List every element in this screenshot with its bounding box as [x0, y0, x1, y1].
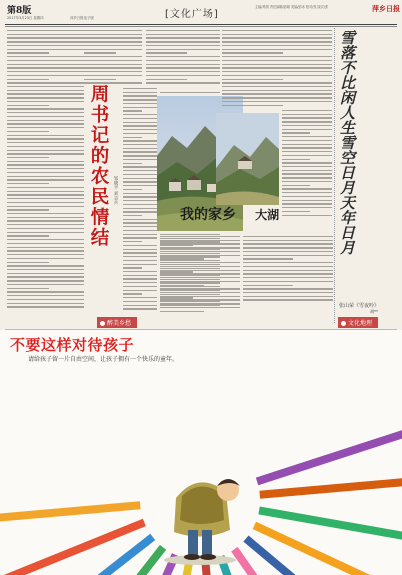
text-line: [222, 30, 332, 31]
text-line: [7, 37, 84, 38]
text-line: [123, 155, 157, 156]
article2-title-tail: 大湖: [255, 208, 280, 222]
text-line: [123, 166, 157, 167]
text-line: [123, 107, 157, 108]
section-banner: [文化广场]: [165, 9, 219, 20]
text-line: [7, 135, 84, 136]
text-line: [282, 170, 332, 171]
text-line: [7, 67, 84, 68]
text-line: [160, 285, 204, 286]
text-line: [7, 138, 84, 139]
text-line: [243, 258, 293, 259]
text-line: [282, 177, 332, 178]
text-line: [222, 60, 332, 61]
text-line: [243, 247, 333, 248]
text-line: [282, 203, 332, 204]
text-line: [222, 101, 332, 102]
calligraphy-caption: 张山荣《雪夜吟》: [339, 303, 380, 309]
text-line: [146, 41, 220, 42]
text-line: [243, 270, 333, 271]
text-line: [84, 41, 142, 42]
calligraphy-artwork: [337, 30, 397, 300]
text-line: [282, 215, 332, 216]
text-line: [123, 144, 157, 145]
text-line: [123, 282, 157, 283]
text-line: [123, 293, 142, 294]
text-line: [123, 245, 157, 246]
text-line: [160, 247, 240, 248]
text-line: [282, 117, 332, 118]
text-line: [146, 64, 220, 65]
text-line: [7, 71, 84, 72]
text-line: [7, 64, 84, 65]
text-line: [84, 45, 142, 46]
text-line: [282, 207, 332, 208]
text-line: [123, 159, 157, 160]
section-tag-left: [97, 317, 137, 328]
text-line: [282, 147, 332, 148]
text-line: [7, 239, 84, 240]
text-line: [7, 176, 84, 177]
text-line: [123, 278, 157, 279]
text-line: [123, 297, 157, 298]
text-line: [84, 75, 142, 76]
text-line: [160, 255, 240, 256]
text-line: [243, 266, 333, 267]
text-line: [7, 150, 84, 151]
text-line: [123, 189, 142, 190]
text-line: [7, 56, 84, 57]
text-line: [160, 292, 240, 293]
text-line: [7, 172, 84, 173]
text-line: [7, 273, 84, 274]
text-line: [160, 92, 220, 93]
text-line: [222, 34, 332, 35]
text-line: [7, 45, 84, 46]
text-line: [7, 161, 84, 162]
article2-title: [180, 204, 279, 226]
text-line: [7, 52, 49, 53]
text-line: [7, 276, 84, 277]
text-line: [7, 30, 84, 31]
text-line: [7, 232, 84, 233]
text-line: [7, 191, 84, 192]
text-line: [160, 236, 240, 237]
text-line: [84, 37, 142, 38]
text-line: [7, 187, 84, 188]
text-line: [282, 125, 332, 126]
article1-title: 周书记的农民情结: [88, 84, 109, 248]
text-line: [7, 82, 84, 83]
article1-text-col2: [123, 88, 157, 313]
text-line: [123, 264, 157, 265]
text-line: [282, 114, 332, 115]
article2-text-top: [222, 30, 332, 110]
text-line: [222, 97, 332, 98]
text-line: [84, 30, 142, 31]
text-line: [146, 49, 220, 50]
pencils-illustration: [0, 330, 402, 575]
text-line: [146, 56, 220, 57]
text-line: [84, 60, 142, 61]
text-line: [282, 166, 332, 167]
text-line: [222, 82, 332, 83]
text-line: [123, 129, 157, 130]
text-line: [123, 170, 157, 171]
text-line: [282, 173, 332, 174]
text-line: [243, 255, 333, 256]
text-line: [123, 133, 157, 134]
text-line: [243, 285, 293, 286]
text-line: [7, 243, 84, 244]
text-line: [160, 262, 240, 263]
text-line: [123, 200, 157, 201]
text-line: [160, 303, 240, 304]
text-line: [123, 215, 142, 216]
text-line: [7, 295, 84, 296]
text-line: [7, 224, 84, 225]
text-line: [123, 301, 157, 302]
text-line: [7, 194, 84, 195]
text-line: [222, 49, 332, 50]
text-line: [146, 30, 220, 31]
text-line: [123, 219, 157, 220]
text-line: [282, 151, 332, 152]
text-line: [7, 142, 84, 143]
text-line: [160, 281, 240, 282]
text-line: [7, 213, 84, 214]
text-line: [243, 273, 333, 274]
text-line: [123, 271, 157, 272]
text-line: [7, 206, 84, 207]
text-line: [243, 236, 333, 237]
text-line: [7, 202, 84, 203]
text-line: [222, 67, 332, 68]
article1-text-col3: [146, 30, 220, 88]
article1-text-col1: [7, 30, 84, 312]
issue-date: 2017年3月23日 星期四: [7, 16, 44, 20]
text-line: [282, 155, 332, 156]
text-line: [7, 164, 84, 165]
section-tag-left-label: 醉美乡愁: [107, 320, 132, 327]
tag-dot-icon: [341, 321, 346, 326]
text-line: [123, 114, 157, 115]
text-line: [7, 79, 49, 80]
text-line: [282, 185, 310, 186]
text-line: [123, 185, 157, 186]
text-line: [282, 162, 332, 163]
text-line: [123, 241, 142, 242]
text-line: [123, 308, 157, 309]
text-line: [222, 90, 332, 91]
text-line: [7, 168, 84, 169]
text-line: [123, 208, 157, 209]
text-line: [282, 192, 332, 193]
hilltop-photo-graphic: [216, 113, 279, 205]
text-line: [123, 226, 157, 227]
text-line: [7, 108, 84, 109]
text-line: [84, 79, 116, 80]
text-line: [146, 37, 220, 38]
text-line: [7, 49, 84, 50]
text-line: [282, 196, 332, 197]
text-line: [282, 188, 332, 189]
text-line: [146, 75, 220, 76]
text-line: [222, 86, 332, 87]
text-line: [243, 243, 333, 244]
text-line: [282, 136, 332, 137]
text-line: [7, 217, 84, 218]
article1-byline: 邹晓平 刘志兵: [113, 176, 118, 205]
text-line: [160, 296, 240, 297]
text-line: [146, 71, 220, 72]
text-line: [123, 103, 157, 104]
text-line: [146, 79, 187, 80]
text-line: [282, 132, 310, 133]
text-line: [7, 112, 84, 113]
text-line: [123, 99, 157, 100]
text-line: [222, 56, 332, 57]
text-line: [7, 41, 84, 42]
text-line: [7, 258, 84, 259]
text-line: [222, 41, 332, 42]
article2-title-main: 我的家乡: [180, 207, 236, 223]
text-line: [7, 116, 84, 117]
text-line: [123, 260, 157, 261]
text-line: [123, 290, 157, 291]
text-line: [7, 280, 84, 281]
page-number: 第8版: [7, 6, 32, 16]
text-line: [160, 266, 240, 267]
text-line: [123, 92, 157, 93]
text-line: [7, 123, 84, 124]
bottom-feature: [0, 330, 402, 575]
hilltop-photo: [216, 113, 279, 205]
text-line: [84, 34, 142, 35]
text-line: [7, 179, 84, 180]
text-line: [123, 275, 157, 276]
text-line: [160, 307, 240, 308]
text-line: [222, 79, 283, 80]
header-rule-2: [5, 26, 397, 27]
text-line: [7, 153, 84, 154]
text-line: [243, 251, 333, 252]
text-line: [123, 151, 157, 152]
text-line: [282, 110, 332, 111]
text-line: [282, 140, 332, 141]
article1-text-col1b: [84, 30, 142, 87]
article2-text-right: [282, 110, 332, 222]
text-line: [123, 211, 157, 212]
text-line: [243, 277, 333, 278]
text-line: [84, 71, 142, 72]
bottom-headline: 不要这样对待孩子: [10, 336, 135, 354]
text-line: [123, 237, 157, 238]
text-line: [123, 118, 157, 119]
text-line: [243, 288, 333, 289]
text-line: [84, 49, 142, 50]
text-line: [7, 105, 49, 106]
text-line: [7, 146, 84, 147]
text-line: [282, 129, 332, 130]
text-line: [222, 52, 283, 53]
header-rule: [5, 24, 397, 25]
text-line: [7, 247, 84, 248]
text-line: [160, 288, 240, 289]
calligraphy-text: 雪落不比闲人生雪空日月天年日月: [338, 30, 356, 255]
text-line: [7, 90, 84, 91]
column-divider: [334, 28, 335, 323]
text-line: [282, 200, 332, 201]
text-line: [222, 75, 332, 76]
text-line: [84, 64, 142, 65]
text-line: [146, 67, 220, 68]
text-line: [7, 131, 49, 132]
text-line: [7, 306, 84, 307]
text-line: [222, 71, 332, 72]
text-line: [7, 299, 84, 300]
text-line: [7, 250, 84, 251]
text-line: [7, 262, 49, 263]
text-line: [123, 125, 157, 126]
text-line: [123, 181, 157, 182]
text-line: [222, 93, 332, 94]
text-line: [160, 270, 240, 271]
text-line: [222, 37, 332, 38]
text-line: [146, 34, 220, 35]
text-line: [7, 198, 84, 199]
text-line: [123, 267, 142, 268]
text-line: [123, 178, 157, 179]
text-line: [7, 120, 84, 121]
text-line: [123, 222, 157, 223]
text-line: [160, 277, 240, 278]
text-line: [282, 159, 310, 160]
text-line: [7, 288, 49, 289]
article2-text-bottom-left: [160, 236, 240, 316]
text-line: [146, 82, 220, 83]
text-line: [7, 93, 84, 94]
text-line: [7, 254, 84, 255]
text-line: [123, 122, 157, 123]
section-tag-right: [338, 317, 378, 328]
text-line: [160, 240, 240, 241]
text-line: [123, 110, 142, 111]
text-line: [7, 220, 84, 221]
text-line: [7, 127, 84, 128]
text-line: [160, 234, 220, 235]
text-line: [123, 286, 157, 287]
text-line: [243, 292, 333, 293]
editor-info: 主编/易国 责任编辑/彭颖 美编/彭冰 校对/张 版式/张: [255, 5, 329, 9]
calligraphy-author: 胡**: [370, 309, 378, 314]
text-line: [123, 230, 157, 231]
text-line: [7, 34, 84, 35]
text-line: [7, 265, 84, 266]
text-line: [282, 211, 310, 212]
tag-dot-icon: [100, 321, 105, 326]
text-line: [7, 97, 84, 98]
text-line: [282, 144, 332, 145]
text-line: [123, 234, 157, 235]
section-tag-right-label: 文化地理: [348, 320, 373, 327]
text-line: [7, 291, 84, 292]
text-line: [123, 140, 157, 141]
text-line: [222, 45, 332, 46]
text-line: [7, 75, 84, 76]
text-line: [123, 252, 157, 253]
bottom-subhead: 请给孩子留一片自由空间，让孩子拥有一个快乐的童年。: [28, 356, 179, 363]
text-line: [243, 281, 333, 282]
text-line: [7, 269, 84, 270]
text-line: [146, 60, 220, 61]
text-line: [146, 52, 187, 53]
text-line: [7, 228, 84, 229]
text-line: [7, 235, 49, 236]
text-line: [123, 193, 157, 194]
text-line: [7, 209, 49, 210]
text-line: [160, 273, 240, 274]
text-line: [123, 137, 142, 138]
text-line: [123, 163, 142, 164]
text-line: [160, 299, 240, 300]
text-line: [7, 60, 84, 61]
sub-left-label: 萍乡日报电子版: [70, 16, 94, 20]
text-line: [84, 52, 116, 53]
text-line: [123, 249, 157, 250]
paper-name: 萍乡日报: [372, 4, 400, 13]
text-line: [282, 121, 332, 122]
text-line: [123, 256, 157, 257]
text-line: [160, 311, 204, 312]
text-line: [7, 86, 84, 87]
text-line: [282, 181, 332, 182]
text-line: [123, 174, 157, 175]
text-line: [160, 258, 204, 259]
text-line: [7, 157, 49, 158]
text-line: [222, 64, 332, 65]
text-line: [243, 299, 333, 300]
text-line: [160, 243, 240, 244]
text-line: [243, 296, 333, 297]
masthead: [0, 0, 402, 27]
text-line: [84, 67, 142, 68]
text-line: [123, 148, 157, 149]
text-line: [160, 251, 240, 252]
text-line: [243, 262, 333, 263]
text-line: [222, 105, 283, 106]
text-line: [146, 45, 220, 46]
text-line: [7, 101, 84, 102]
text-line: [7, 303, 84, 304]
text-line: [7, 284, 84, 285]
text-line: [7, 183, 49, 184]
text-line: [243, 240, 333, 241]
text-line: [123, 196, 157, 197]
text-line: [84, 56, 142, 57]
text-line: [123, 305, 157, 306]
text-line: [123, 88, 157, 89]
article2-text-bottom-mid: [243, 236, 333, 304]
text-line: [123, 95, 157, 96]
text-line: [123, 204, 157, 205]
